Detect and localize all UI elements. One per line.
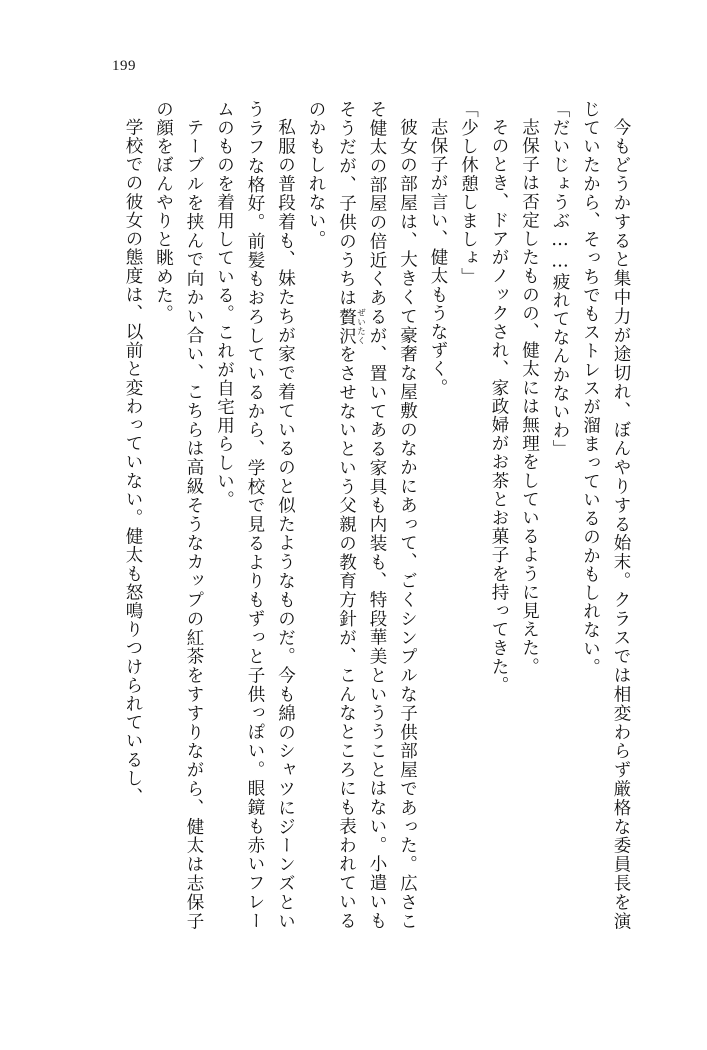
page-number: 199	[112, 58, 136, 74]
ruby-paragraph-part-2: をさせないという父親の教育方針が、こんなところにも表われているのかもしれない。	[306, 100, 357, 930]
paragraph-dialogue: 「だいじょうぶ……疲れてなんかないわ」	[550, 100, 570, 459]
paragraph: テーブルを挟んで向かい合い、こちらは高級そうなカップの紅茶をすすりながら、健太は志保子の顔をぼんやりと眺めた。	[153, 100, 204, 930]
paragraph: 志保子が言い、健太もうなずく。	[428, 117, 448, 397]
paragraph: 学校での彼女の態度は、以前と変わっていない。健太も怒鳴りつけられているし、	[123, 117, 143, 806]
paragraph-dialogue: 「少し休憩しましょ」	[458, 100, 479, 286]
paragraph-with-ruby	[301, 100, 423, 930]
page-body-text	[96, 100, 636, 930]
ruby-base: 贅沢	[336, 307, 357, 346]
ruby-paragraph-part-1: 彼女の部屋は、大きくて豪奢な屋敷のなかにあって、ごくシンプルな子供部屋であった。広さこそ健太の部屋の倍近くあるが、置いてある家具も内装も、特段華美といううことはない。小遣いもそうだが、子供のうちは	[336, 100, 418, 930]
paragraph: 今もどうかすると集中力が途切れ、ぼんやりする始末。クラスでは相変わらず厳格な委員長を演じていたから、そっちでもストレスが溜まっているのかもしれない。	[580, 100, 631, 930]
paragraph: そのとき、ドアがノックされ、家政婦がお茶とお菓子を持ってきた。	[489, 117, 509, 695]
ruby-reading: ぜいたく	[355, 307, 366, 346]
ruby-annotation	[336, 307, 366, 346]
paragraph: 私服の普段着も、妹たちが家で着ているのと似たようなものだ。今も綿のシャツにジーンズというラフな格好。前髪もおろしているから、学校で見るよりもずっと子供っぽい。眼鏡も赤いフレームのものを着用している。これが自宅用らしい。	[214, 100, 296, 930]
paragraph: 志保子は否定したものの、健太には無理をしているように見えた。	[519, 117, 540, 676]
